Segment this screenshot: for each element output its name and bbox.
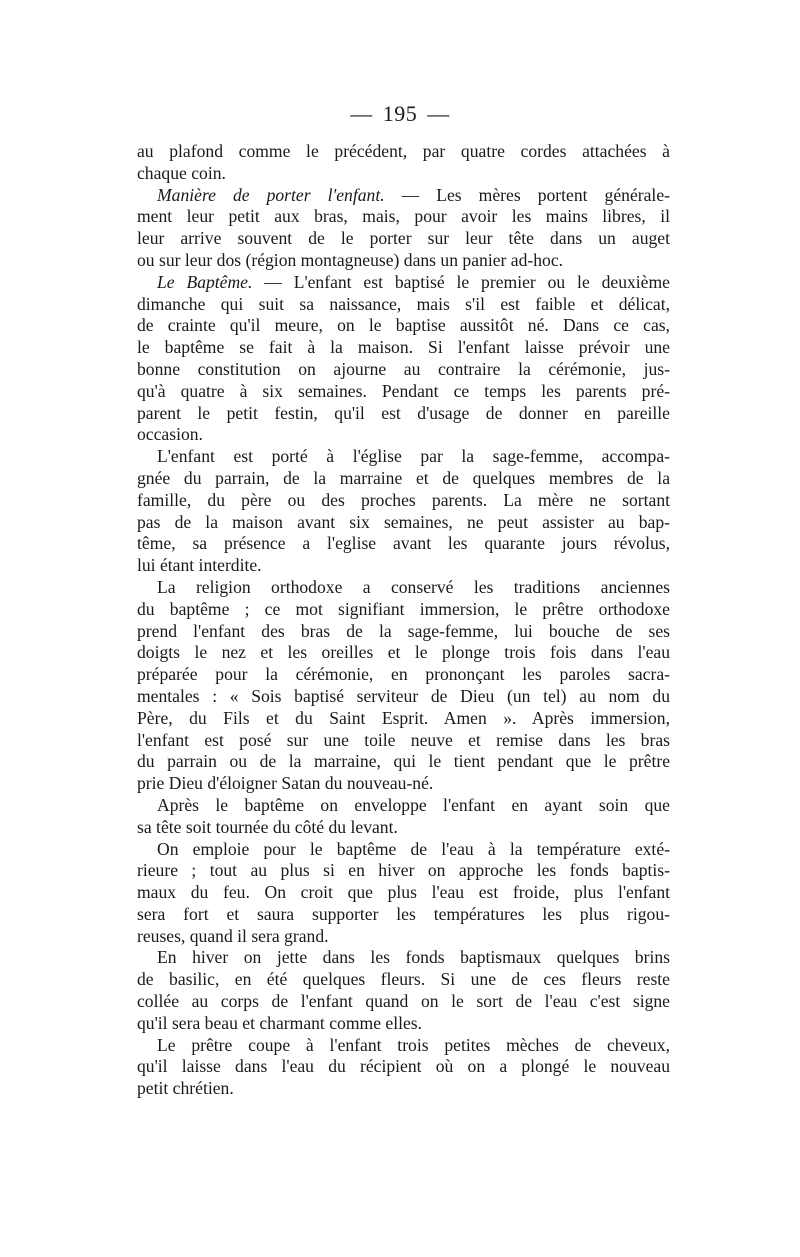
line-text: ment leur petit aux bras, mais, pour avoir les mains libres, il	[137, 206, 670, 227]
line-text: tême, sa présence a l'eglise avant les quarante jours révolus,	[137, 533, 670, 554]
line-text: reuses, quand il sera grand.	[137, 925, 329, 946]
text-line	[137, 163, 670, 185]
text-line	[137, 969, 670, 991]
text-line	[137, 1056, 670, 1078]
line-text: famille, du père ou des proches parents. La mère ne sortant	[137, 489, 670, 510]
line-text: qu'il laisse dans l'eau du récipient où on a plongé le nouveau	[137, 1056, 670, 1077]
text-line	[137, 1078, 670, 1100]
line-text: leur arrive souvent de le porter sur leur tête dans un auget	[137, 228, 670, 249]
text-line	[137, 642, 670, 664]
paragraph-heading: Manière de porter l'enfant.	[157, 184, 385, 205]
line-text: — Les mères portent générale-	[384, 184, 670, 205]
line-text: préparée pour la cérémonie, en prononçant les paroles sacra-	[137, 664, 670, 685]
text-line	[137, 708, 670, 730]
text-line	[137, 751, 670, 773]
paragraph-heading: Le Baptême.	[157, 271, 253, 292]
text-line	[137, 1013, 670, 1035]
text-line	[137, 403, 670, 425]
text-line	[137, 1035, 670, 1057]
line-text: de basilic, en été quelques fleurs. Si une de ces fleurs reste	[137, 969, 670, 990]
line-text: collée au corps de l'enfant quand on le sort de l'eau c'est signe	[137, 991, 670, 1012]
text-line	[137, 228, 670, 250]
line-text: gnée du parrain, de la marraine et de quelques membres de la	[137, 467, 670, 488]
line-text: petit chrétien.	[137, 1078, 234, 1099]
text-line	[137, 555, 670, 577]
page-number-header	[0, 101, 800, 127]
text-line	[137, 904, 670, 926]
line-text: Père, du Fils et du Saint Esprit. Amen ». Après immersion,	[137, 707, 670, 728]
text-line	[137, 839, 670, 861]
line-text: de crainte qu'il meure, on le baptise aussitôt né. Dans ce cas,	[137, 315, 670, 336]
paragraph	[137, 141, 670, 185]
paragraph	[137, 795, 670, 839]
text-line	[137, 446, 670, 468]
text-line	[137, 577, 670, 599]
line-text: ou sur leur dos (région montagneuse) dans un panier ad-hoc.	[137, 249, 564, 270]
line-text: qu'il sera beau et charmant comme elles.	[137, 1012, 423, 1033]
line-text: au plafond comme le précédent, par quatre cordes attachées à	[137, 141, 670, 161]
body-text	[137, 141, 670, 1100]
text-line	[137, 490, 670, 512]
text-line	[137, 860, 670, 882]
line-text: En hiver on jette dans les fonds baptismaux quelques brins	[157, 947, 670, 968]
line-text: qu'à quatre à six semaines. Pendant ce temps les parents pré-	[137, 380, 670, 401]
text-line	[137, 512, 670, 534]
paragraph	[137, 446, 670, 577]
line-text: maux du feu. On croit que plus l'eau est froide, plus l'enfant	[137, 882, 670, 903]
text-line	[137, 882, 670, 904]
text-line	[137, 664, 670, 686]
paragraph	[137, 185, 670, 272]
line-text: du baptême ; ce mot signifiant immersion, le prêtre orthodoxe	[137, 598, 670, 619]
text-line	[137, 141, 670, 163]
line-text: doigts le nez et les oreilles et le plonge trois fois dans l'eau	[137, 642, 670, 663]
text-line	[137, 533, 670, 555]
text-line	[137, 250, 670, 272]
line-text: La religion orthodoxe a conservé les traditions anciennes	[157, 576, 670, 597]
line-text: sera fort et saura supporter les températures les plus rigou-	[137, 903, 670, 924]
line-text: du parrain ou de la marraine, qui le tient pendant que le prêtre	[137, 751, 670, 772]
line-text: Le prêtre coupe à l'enfant trois petites mèches de cheveux,	[157, 1034, 670, 1055]
line-text: prie Dieu d'éloigner Satan du nouveau-né.	[137, 773, 434, 794]
text-line	[137, 947, 670, 969]
paragraph	[137, 1035, 670, 1100]
line-text: l'enfant est posé sur une toile neuve et remise dans les bras	[137, 729, 670, 750]
paragraph	[137, 577, 670, 795]
text-line	[137, 730, 670, 752]
line-text: lui étant interdite.	[137, 555, 262, 576]
line-text: le baptême se fait à la maison. Si l'enfant laisse prévoir une	[137, 337, 670, 358]
text-line	[137, 294, 670, 316]
text-line	[137, 381, 670, 403]
text-line	[137, 468, 670, 490]
line-text: bonne constitution on ajourne au contraire la cérémonie, jus-	[137, 358, 670, 379]
text-line	[137, 621, 670, 643]
text-line	[137, 206, 670, 228]
line-text: occasion.	[137, 424, 203, 445]
page-number: 195	[382, 101, 418, 126]
text-line	[137, 337, 670, 359]
text-line	[137, 773, 670, 795]
text-line	[137, 926, 670, 948]
line-text: rieure ; tout au plus si en hiver on approche les fonds baptis-	[137, 860, 670, 881]
line-text: prend l'enfant des bras de la sage-femme, lui bouche de ses	[137, 620, 670, 641]
text-line	[137, 817, 670, 839]
line-text: mentales : « Sois baptisé serviteur de Dieu (un tel) au nom du	[137, 685, 670, 706]
paragraph	[137, 839, 670, 948]
line-text: dimanche qui suit sa naissance, mais s'il est faible et délicat,	[137, 293, 670, 314]
text-line	[137, 185, 670, 207]
text-line	[137, 359, 670, 381]
text-line	[137, 315, 670, 337]
line-text: sa tête soit tournée du côté du levant.	[137, 816, 398, 837]
text-line	[137, 795, 670, 817]
text-line	[137, 599, 670, 621]
header-dash-right: —	[427, 101, 450, 126]
line-text: pas de la maison avant six semaines, ne peut assister au bap-	[137, 511, 670, 532]
line-text: On emploie pour le baptême de l'eau à la température exté-	[157, 838, 670, 859]
line-text: — L'enfant est baptisé le premier ou le deuxième	[252, 271, 670, 292]
text-line	[137, 991, 670, 1013]
paragraph	[137, 947, 670, 1034]
paragraph	[137, 272, 670, 446]
text-line	[137, 424, 670, 446]
header-dash-left: —	[350, 101, 373, 126]
line-text: L'enfant est porté à l'église par la sage-femme, accompa-	[157, 446, 670, 467]
text-line	[137, 272, 670, 294]
text-line	[137, 686, 670, 708]
line-text: chaque coin.	[137, 162, 226, 183]
line-text: Après le baptême on enveloppe l'enfant en ayant soin que	[157, 794, 670, 815]
line-text: parent le petit festin, qu'il est d'usage de donner en pareille	[137, 402, 670, 423]
